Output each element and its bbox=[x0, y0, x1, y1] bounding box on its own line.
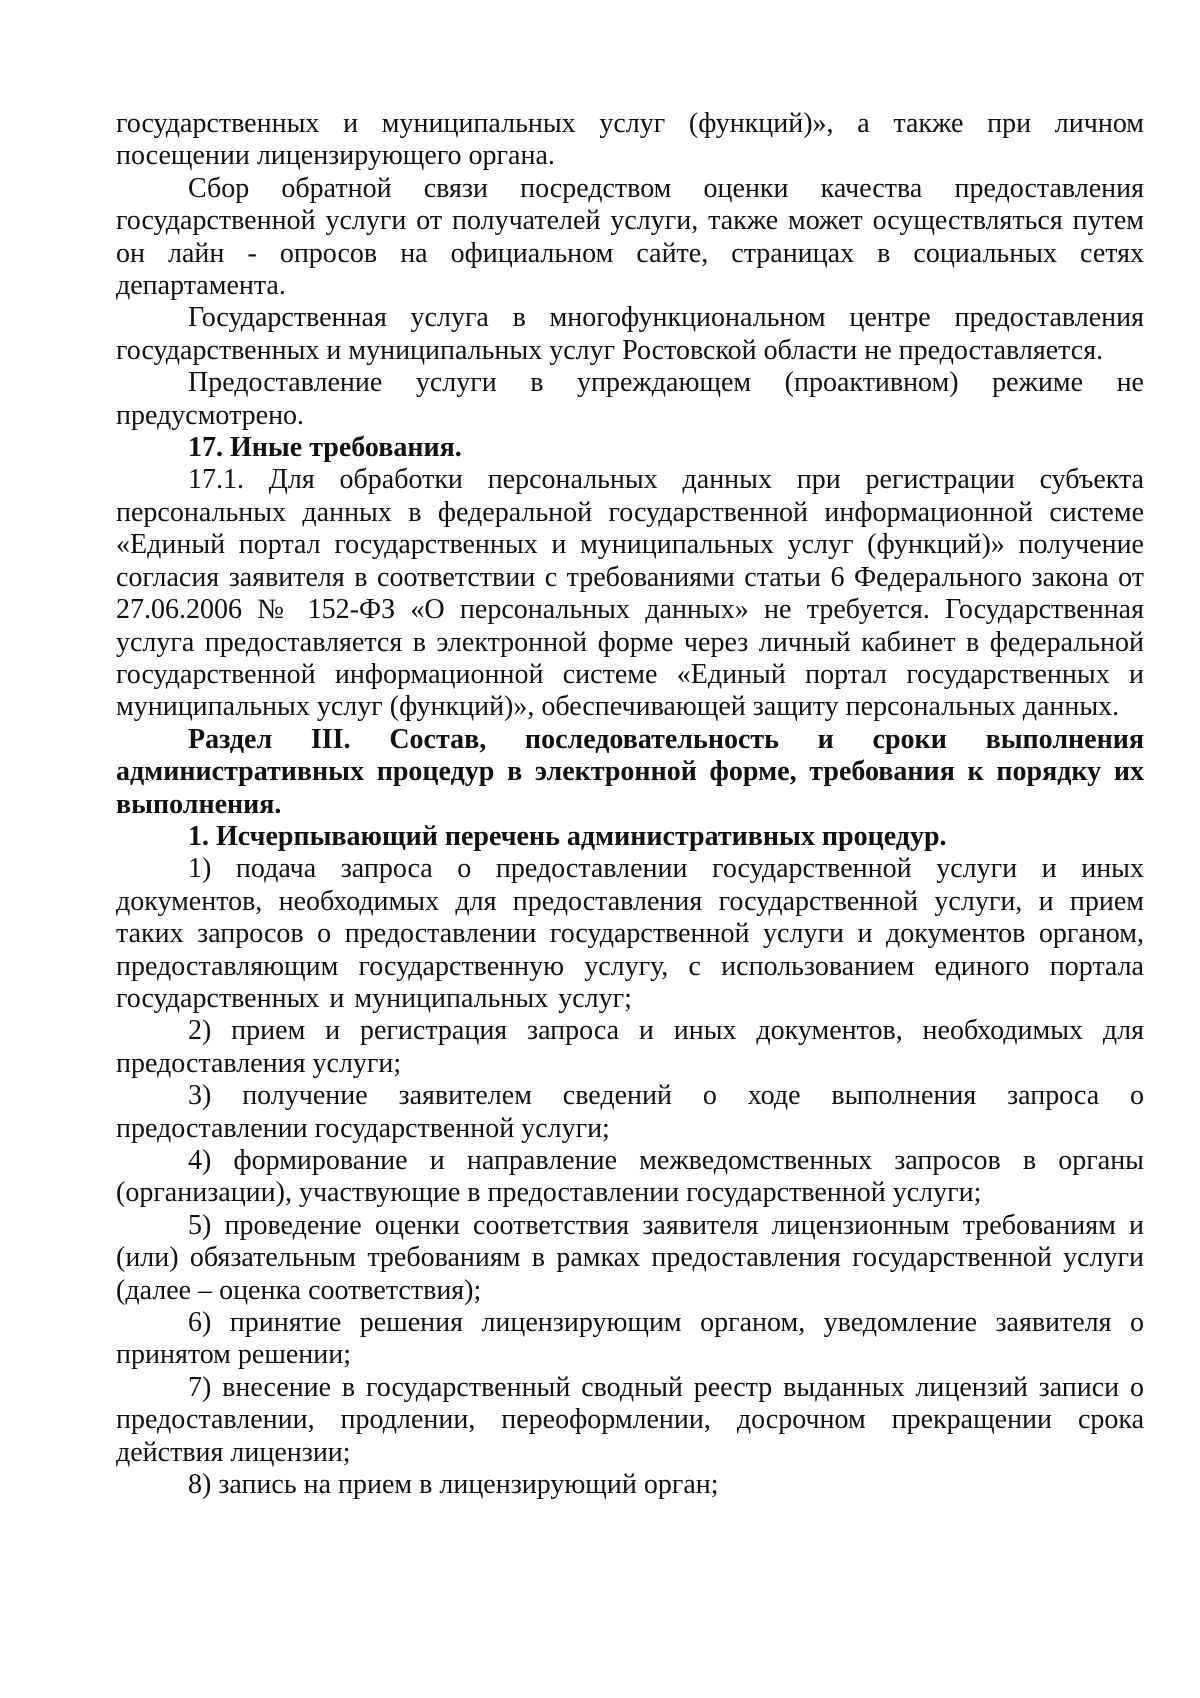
list-item: 3) получение заявителем сведений о ходе выполнения запроса о предоставлении государственной услуги; bbox=[116, 1080, 1144, 1144]
paragraph-mfc: Государственная услуга в многофункциональном центре предоставления государственных и муниципальных услуг Ростовской области не предоставляется. bbox=[116, 302, 1144, 366]
paragraph-continuation: государственных и муниципальных услуг (функций)», а также при личном посещении лицензирующего органа. bbox=[116, 108, 1144, 172]
section-3-heading: Раздел III. Состав, последовательность и сроки выполнения административных процедур в электронной форме, требования к порядку их выполнения. bbox=[116, 723, 1144, 820]
list-item: 6) принятие решения лицензирующим органом, уведомление заявителя о принятом решении; bbox=[116, 1307, 1144, 1371]
heading-procedures-list: 1. Исчерпывающий перечень административных процедур. bbox=[188, 820, 947, 852]
list-item: 8) запись на прием в лицензирующий орган; bbox=[188, 1469, 719, 1501]
paragraph-feedback: Сбор обратной связи посредством оценки качества предоставления государственной услуги от получателей услуги, также может осуществляться путем он лайн - опросов на официальном сайте, страницах в социальных сетях департамента. bbox=[116, 172, 1144, 302]
document-page bbox=[116, 108, 1144, 1501]
list-item: 5) проведение оценки соответствия заявителя лицензионным требованиям и (или) обязательным требованиям в рамках предоставления государственной услуги (далее – оценка соответствия); bbox=[116, 1209, 1144, 1306]
list-item: 2) прием и регистрация запроса и иных документов, необходимых для предоставления услуги; bbox=[116, 1015, 1144, 1079]
heading-other-requirements: 17. Иные требования. bbox=[188, 432, 462, 464]
list-item: 4) формирование и направление межведомственных запросов в органы (организации), участвующие в предоставлении государственной услуги; bbox=[116, 1145, 1144, 1209]
list-item: 7) внесение в государственный сводный реестр выданных лицензий записи о предоставлении, продлении, переоформлении, досрочном прекращении срока действия лицензии; bbox=[116, 1371, 1144, 1468]
paragraph-proactive: Предоставление услуги в упреждающем (проактивном) режиме не предусмотрено. bbox=[116, 367, 1144, 431]
list-item: 1) подача запроса о предоставлении государственной услуги и иных документов, необходимых для предоставления государственной услуги, и прием таких запросов о предоставлении государственной услуги и документов органом, предоставляющим государственную услугу, с использованием единого портала государственных и муниципальных услуг; bbox=[116, 853, 1144, 1014]
paragraph-17-1: 17.1. Для обработки персональных данных при регистрации субъекта персональных данных в федеральной государственной информационной системе «Единый портал государственных и муниципальных услуг (функций)» получение согласия заявителя в соответствии с требованиями статьи 6 Федерального закона от 27.06.2006 № 152-ФЗ «О персональных данных» не требуется. Государственная услуга предоставляется в электронной форме через личный кабинет в федеральной государственной информационной системе «Единый портал государственных и муниципальных услуг (функций)», обеспечивающей защиту персональных данных. bbox=[116, 464, 1144, 723]
